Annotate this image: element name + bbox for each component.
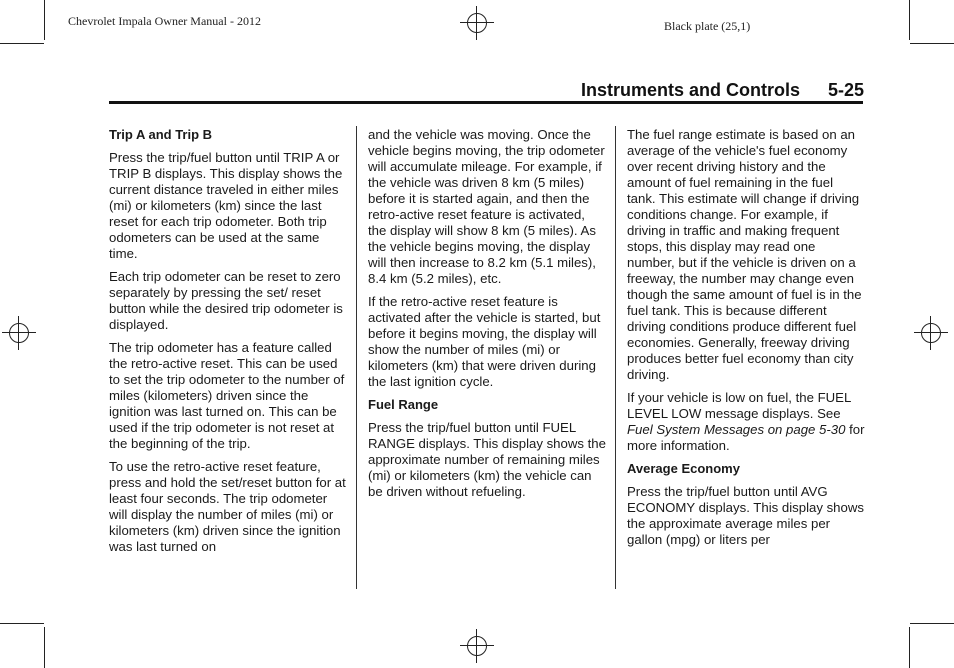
- paragraph-text: for more information.: [627, 422, 865, 453]
- section-title: Instruments and Controls: [580, 80, 800, 100]
- paragraph: Press the trip/fuel button until FUEL RANGE displays. This display shows the approximate number of remaining miles (mi) or kilometers (km) the vehicle can be driven without refueling.: [368, 420, 606, 499]
- paragraph: [627, 390, 865, 454]
- page-number: 5-25: [827, 80, 864, 100]
- printer-slug-title: Chevrolet Impala Owner Manual - 2012: [68, 14, 261, 28]
- crop-mark: [0, 43, 44, 44]
- section-heading-fuel-range: Fuel Range: [368, 397, 439, 412]
- column-divider: [356, 126, 357, 589]
- column-divider: [615, 126, 616, 589]
- column-2: [368, 127, 606, 507]
- paragraph: and the vehicle was moving. Once the vehicle begins moving, the trip odometer will accumulate mileage. For example, if the vehicle was driven 8 km (5 miles) before it is started again, and then the retro-active reset feature is activated, the display will show 8 km (5 miles). As the vehicle begins moving, the display will then increase to 8.2 km (5.1 miles), 8.4 km (5.2 miles), etc.: [368, 127, 605, 286]
- header-rule: [109, 101, 863, 104]
- crop-mark: [909, 0, 910, 40]
- paragraph-text: If your vehicle is low on fuel, the FUEL LEVEL LOW message displays. See: [627, 390, 851, 421]
- section-heading-trip: Trip A and Trip B: [109, 127, 213, 142]
- paragraph: If the retro-active reset feature is activated after the vehicle is started, but before it begins moving, the display will show the number of miles (mi) or kilometers (km) that were driven during the last ignition cycle.: [368, 294, 601, 389]
- crop-mark: [910, 43, 954, 44]
- registration-mark-bottom: [460, 629, 494, 663]
- paragraph: Press the trip/fuel button until TRIP A or TRIP B displays. This display shows the current distance traveled in either miles (mi) or kilometers (km) since the last reset for each trip odometer. Both trip odometers can be used at the same time.: [109, 150, 343, 261]
- cross-reference-link[interactable]: Fuel System Messages on page 5-30: [627, 422, 846, 437]
- printer-slug-plate: Black plate (25,1): [664, 19, 751, 33]
- paragraph: To use the retro-active reset feature, press and hold the set/reset button for at least four seconds. The trip odometer will display the number of miles (mi) or kilometers (km) driven since the ignition was last turned on: [109, 459, 346, 554]
- paragraph: The trip odometer has a feature called the retro-active reset. This can be used to set the trip odometer to the number of miles (kilometers) driven since the ignition was last turned on. This can be used if the trip odometer is not reset at the beginning of the trip.: [109, 340, 345, 451]
- crop-mark: [909, 627, 910, 668]
- crop-mark: [910, 623, 954, 624]
- column-1: [109, 127, 347, 562]
- registration-mark-right: [914, 316, 948, 350]
- crop-mark: [44, 0, 45, 40]
- column-3: [627, 127, 865, 555]
- crop-mark: [0, 623, 44, 624]
- paragraph: Press the trip/fuel button until AVG ECONOMY displays. This display shows the approximate average miles per gallon (mpg) or liters per: [627, 484, 864, 547]
- crop-mark: [44, 627, 45, 668]
- section-heading-average-economy: Average Economy: [627, 461, 740, 476]
- running-head: [581, 80, 864, 101]
- paragraph: Each trip odometer can be reset to zero separately by pressing the set/ reset button while the desired trip odometer is displayed.: [109, 269, 343, 332]
- registration-mark-left: [2, 316, 36, 350]
- paragraph: The fuel range estimate is based on an average of the vehicle's fuel economy over recent driving history and the amount of fuel remaining in the fuel tank. This estimate will change if driving conditions change. For example, if driving in traffic and making frequent stops, this display may read one number, but if the vehicle is driven on a freeway, the number may change even though the same amount of fuel is in the fuel tank. This is because different driving conditions produce different fuel economies. Generally, freeway driving produces better fuel economy than city driving.: [627, 127, 862, 382]
- registration-mark-top: [460, 6, 494, 40]
